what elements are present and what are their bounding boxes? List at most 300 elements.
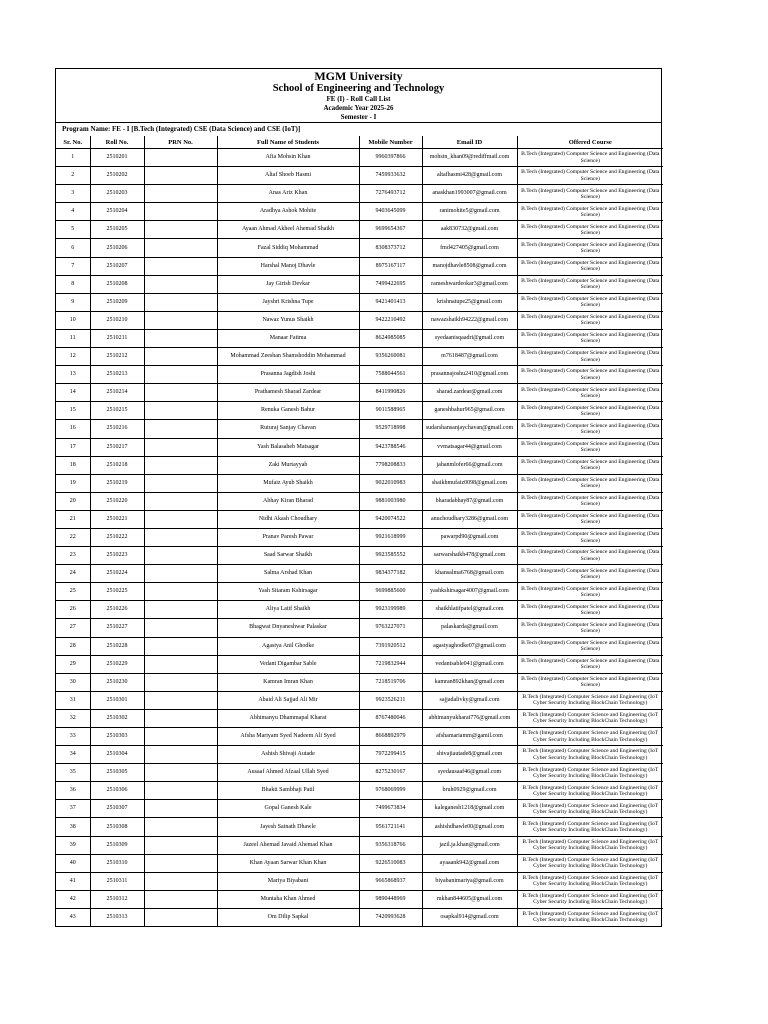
roll-no-cell: 2510312 <box>90 890 144 908</box>
email-cell: anaskhan1993007@gmail.com <box>422 185 517 203</box>
sr-no-cell: 30 <box>56 673 90 691</box>
prn-no-cell <box>144 800 217 818</box>
roll-no-cell: 2510201 <box>90 149 144 167</box>
prn-no-cell <box>144 601 217 619</box>
student-name-cell: Bhakti Sambhaji Patil <box>217 782 359 800</box>
table-row <box>56 329 663 347</box>
prn-no-cell <box>144 348 217 366</box>
offered-course-cell: B.Tech (Integrated) Computer Science and Engineering (Data Science) <box>517 149 663 167</box>
table-row <box>56 348 663 366</box>
mobile-number-cell: 7391920512 <box>359 637 422 655</box>
sr-no-cell: 6 <box>56 239 90 257</box>
table-header-row <box>56 136 663 149</box>
roll-no-cell: 2510207 <box>90 257 144 275</box>
table-body <box>56 149 663 927</box>
email-cell: rameshwardeokar3@gmail.com <box>422 275 517 293</box>
mobile-number-cell: 9890448969 <box>359 890 422 908</box>
email-cell: nawazshaikh94222@gmail.com <box>422 311 517 329</box>
student-name-cell: Ayaan Ahmad Akheel Ahemad Shaikh <box>217 221 359 239</box>
table-row <box>56 565 663 583</box>
table-row <box>56 311 663 329</box>
roll-no-cell: 2510306 <box>90 782 144 800</box>
table-row <box>56 637 663 655</box>
email-cell: pawarpd90@gmail.com <box>422 528 517 546</box>
prn-no-cell <box>144 275 217 293</box>
mobile-number-cell: 8308373712 <box>359 239 422 257</box>
mobile-number-cell: 9356318766 <box>359 836 422 854</box>
sr-no-cell: 8 <box>56 275 90 293</box>
student-name-cell: Bhagwat Dnyaneshwar Palaskar <box>217 619 359 637</box>
email-cell: manojdhavle8508@gmail.com <box>422 257 517 275</box>
email-cell: bharadabhay87@gmail.com <box>422 492 517 510</box>
sr-no-cell: 3 <box>56 185 90 203</box>
mobile-number-cell: 9422210492 <box>359 311 422 329</box>
student-name-cell: Zaki Murtayyab <box>217 456 359 474</box>
offered-course-cell: B.Tech (Integrated) Computer Science and Engineering (IoT Cyber Security Including BlockChain Technology) <box>517 836 663 854</box>
email-cell: ganeshbahur965@gmail.com <box>422 402 517 420</box>
email-cell: mohsin_khan09@rediffmail.com <box>422 149 517 167</box>
email-cell: ayaaank942@gmail.com <box>422 854 517 872</box>
sr-no-cell: 43 <box>56 908 90 926</box>
roll-no-cell: 2510224 <box>90 565 144 583</box>
prn-no-cell <box>144 637 217 655</box>
list-title: FE (I) - Roll Call List <box>326 95 391 103</box>
mobile-number-cell: 7459933632 <box>359 167 422 185</box>
roll-no-cell: 2510228 <box>90 637 144 655</box>
roll-no-cell: 2510218 <box>90 456 144 474</box>
mobile-number-cell: 7588044561 <box>359 366 422 384</box>
sr-no-cell: 28 <box>56 637 90 655</box>
student-name-cell: Abhay Kiran Bharad <box>217 492 359 510</box>
offered-course-cell: B.Tech (Integrated) Computer Science and Engineering (Data Science) <box>517 167 663 185</box>
offered-course-cell: B.Tech (Integrated) Computer Science and Engineering (Data Science) <box>517 366 663 384</box>
roll-no-cell: 2510222 <box>90 528 144 546</box>
email-cell: biyabanimariya@gmail.com <box>422 872 517 890</box>
student-name-cell: Om Dilip Sapkal <box>217 908 359 926</box>
mobile-number-cell: 9923585552 <box>359 547 422 565</box>
table-row <box>56 149 663 167</box>
mobile-number-cell: 7219832944 <box>359 655 422 673</box>
sr-no-cell: 1 <box>56 149 90 167</box>
student-name-cell: Nidhi Akash Choudhary <box>217 510 359 528</box>
prn-no-cell <box>144 149 217 167</box>
offered-course-cell: B.Tech (Integrated) Computer Science and Engineering (IoT Cyber Security Including BlockChain Technology) <box>517 800 663 818</box>
table-row <box>56 673 663 691</box>
student-name-cell: Gopal Ganesh Kale <box>217 800 359 818</box>
table-row <box>56 438 663 456</box>
email-cell: sajjadalivky@gmail.com <box>422 691 517 709</box>
roll-no-cell: 2510302 <box>90 709 144 727</box>
mobile-number-cell: 8767480046 <box>359 709 422 727</box>
offered-course-cell: B.Tech (Integrated) Computer Science and Engineering (Data Science) <box>517 402 663 420</box>
email-cell: jahanmlofer66@gmail.com <box>422 456 517 474</box>
student-name-cell: Salma Arshad Khan <box>217 565 359 583</box>
column-header-offered-course: Offered Course <box>517 136 663 149</box>
mobile-number-cell: 9529718998 <box>359 420 422 438</box>
mobile-number-cell: 9834377182 <box>359 565 422 583</box>
table-row <box>56 854 663 872</box>
email-cell: anuchoudhary3286@gmail.com <box>422 510 517 528</box>
sr-no-cell: 12 <box>56 348 90 366</box>
column-header-roll-no: Roll No. <box>90 136 144 149</box>
mobile-number-cell: 8275230167 <box>359 764 422 782</box>
student-name-cell: Mariya Biyabani <box>217 872 359 890</box>
table-row <box>56 239 663 257</box>
roll-no-cell: 2510219 <box>90 474 144 492</box>
offered-course-cell: B.Tech (Integrated) Computer Science and Engineering (IoT Cyber Security Including BlockChain Technology) <box>517 709 663 727</box>
prn-no-cell <box>144 746 217 764</box>
prn-no-cell <box>144 836 217 854</box>
table-row <box>56 782 663 800</box>
offered-course-cell: B.Tech (Integrated) Computer Science and Engineering (Data Science) <box>517 348 663 366</box>
roll-no-cell: 2510205 <box>90 221 144 239</box>
student-name-cell: Altaf Shoeb Hasmi <box>217 167 359 185</box>
roll-no-cell: 2510209 <box>90 293 144 311</box>
roll-no-cell: 2510229 <box>90 655 144 673</box>
sr-no-cell: 21 <box>56 510 90 528</box>
prn-no-cell <box>144 366 217 384</box>
prn-no-cell <box>144 257 217 275</box>
offered-course-cell: B.Tech (Integrated) Computer Science and Engineering (Data Science) <box>517 510 663 528</box>
mobile-number-cell: 7420993628 <box>359 908 422 926</box>
email-cell: fmd427405@gmail.com <box>422 239 517 257</box>
mobile-number-cell: 9699885600 <box>359 583 422 601</box>
table-row <box>56 872 663 890</box>
prn-no-cell <box>144 691 217 709</box>
table-row <box>56 257 663 275</box>
mobile-number-cell: 7499422695 <box>359 275 422 293</box>
sr-no-cell: 29 <box>56 655 90 673</box>
prn-no-cell <box>144 456 217 474</box>
sr-no-cell: 34 <box>56 746 90 764</box>
prn-no-cell <box>144 619 217 637</box>
offered-course-cell: B.Tech (Integrated) Computer Science and Engineering (Data Science) <box>517 329 663 347</box>
roll-no-cell: 2510226 <box>90 601 144 619</box>
sr-no-cell: 17 <box>56 438 90 456</box>
semester: Semester - I <box>340 113 377 121</box>
student-name-cell: Harshal Manoj Dhavle <box>217 257 359 275</box>
sr-no-cell: 35 <box>56 764 90 782</box>
email-cell: altafhasmi428@gmail.com <box>422 167 517 185</box>
sr-no-cell: 25 <box>56 583 90 601</box>
roll-no-cell: 2510214 <box>90 384 144 402</box>
student-name-cell: Ruturaj Sanjay Chavan <box>217 420 359 438</box>
student-name-cell: Renuka Ganesh Bahur <box>217 402 359 420</box>
mobile-number-cell: 9403645099 <box>359 203 422 221</box>
student-name-cell: Manaar Fatima <box>217 329 359 347</box>
table-row <box>56 728 663 746</box>
student-name-cell: Afia Mohsin Khan <box>217 149 359 167</box>
sr-no-cell: 33 <box>56 728 90 746</box>
offered-course-cell: B.Tech (Integrated) Computer Science and Engineering (IoT Cyber Security Including BlockChain Technology) <box>517 890 663 908</box>
mobile-number-cell: 9022010983 <box>359 474 422 492</box>
table-row <box>56 818 663 836</box>
prn-no-cell <box>144 239 217 257</box>
student-name-cell: Aliya Latif Shaikh <box>217 601 359 619</box>
prn-no-cell <box>144 709 217 727</box>
offered-course-cell: B.Tech (Integrated) Computer Science and Engineering (IoT Cyber Security Including BlockChain Technology) <box>517 728 663 746</box>
mobile-number-cell: 9356260081 <box>359 348 422 366</box>
table-row <box>56 293 663 311</box>
roll-no-cell: 2510210 <box>90 311 144 329</box>
prn-no-cell <box>144 565 217 583</box>
student-name-cell: Vedant Digambar Sable <box>217 655 359 673</box>
offered-course-cell: B.Tech (Integrated) Computer Science and Engineering (Data Science) <box>517 438 663 456</box>
offered-course-cell: B.Tech (Integrated) Computer Science and Engineering (Data Science) <box>517 673 663 691</box>
student-name-cell: Saad Sarwar Shaikh <box>217 547 359 565</box>
email-cell: ranimohite5@gmail.com <box>422 203 517 221</box>
offered-course-cell: B.Tech (Integrated) Computer Science and Engineering (Data Science) <box>517 547 663 565</box>
prn-no-cell <box>144 221 217 239</box>
roll-no-cell: 2510217 <box>90 438 144 456</box>
sr-no-cell: 14 <box>56 384 90 402</box>
email-cell: khansalma6768@gmail.com <box>422 565 517 583</box>
offered-course-cell: B.Tech (Integrated) Computer Science and Engineering (IoT Cyber Security Including BlockChain Technology) <box>517 691 663 709</box>
sr-no-cell: 31 <box>56 691 90 709</box>
prn-no-cell <box>144 818 217 836</box>
prn-no-cell <box>144 293 217 311</box>
offered-course-cell: B.Tech (Integrated) Computer Science and Engineering (IoT Cyber Security Including BlockChain Technology) <box>517 908 663 926</box>
offered-course-cell: B.Tech (Integrated) Computer Science and Engineering (Data Science) <box>517 655 663 673</box>
prn-no-cell <box>144 384 217 402</box>
email-cell: krishnatupe25@gmail.com <box>422 293 517 311</box>
offered-course-cell: B.Tech (Integrated) Computer Science and Engineering (Data Science) <box>517 257 663 275</box>
roll-no-cell: 2510313 <box>90 908 144 926</box>
table-row <box>56 528 663 546</box>
email-cell: mkhan844605@gmail.com <box>422 890 517 908</box>
table-row <box>56 221 663 239</box>
mobile-number-cell: 7972299415 <box>359 746 422 764</box>
offered-course-cell: B.Tech (Integrated) Computer Science and Engineering (IoT Cyber Security Including BlockChain Technology) <box>517 746 663 764</box>
student-name-cell: Pranav Paresh Pawar <box>217 528 359 546</box>
table-row <box>56 402 663 420</box>
roll-no-cell: 2510230 <box>90 673 144 691</box>
roll-no-cell: 2510303 <box>90 728 144 746</box>
table-row <box>56 167 663 185</box>
roll-no-cell: 2510308 <box>90 818 144 836</box>
sr-no-cell: 40 <box>56 854 90 872</box>
table-row <box>56 655 663 673</box>
roll-no-cell: 2510202 <box>90 167 144 185</box>
roll-no-cell: 2510212 <box>90 348 144 366</box>
table-row <box>56 366 663 384</box>
sr-no-cell: 23 <box>56 547 90 565</box>
prn-no-cell <box>144 474 217 492</box>
roll-no-cell: 2510208 <box>90 275 144 293</box>
mobile-number-cell: 9923199989 <box>359 601 422 619</box>
mobile-number-cell: 8411990826 <box>359 384 422 402</box>
mobile-number-cell: 9699654367 <box>359 221 422 239</box>
mobile-number-cell: 9921618999 <box>359 528 422 546</box>
student-name-cell: Ashish Shivaji Autade <box>217 746 359 764</box>
email-cell: sudarshansanjaychavan@gmail.com <box>422 420 517 438</box>
table-row <box>56 420 663 438</box>
sr-no-cell: 41 <box>56 872 90 890</box>
sr-no-cell: 24 <box>56 565 90 583</box>
student-name-cell: Yash Sitaram Kshirsagar <box>217 583 359 601</box>
prn-no-cell <box>144 420 217 438</box>
roll-no-cell: 2510310 <box>90 854 144 872</box>
university-name: MGM University <box>314 69 403 83</box>
offered-course-cell: B.Tech (Integrated) Computer Science and Engineering (IoT Cyber Security Including BlockChain Technology) <box>517 782 663 800</box>
offered-course-cell: B.Tech (Integrated) Computer Science and Engineering (Data Science) <box>517 601 663 619</box>
table-row <box>56 492 663 510</box>
prn-no-cell <box>144 673 217 691</box>
mobile-number-cell: 9960397866 <box>359 149 422 167</box>
sr-no-cell: 11 <box>56 329 90 347</box>
column-header-prn-no: PRN No. <box>144 136 217 149</box>
prn-no-cell <box>144 203 217 221</box>
mobile-number-cell: 9226510083 <box>359 854 422 872</box>
email-cell: shaikhlatifpatel@gmail.com <box>422 601 517 619</box>
table-row <box>56 746 663 764</box>
email-cell: syedaanisqaadri@gmail.com <box>422 329 517 347</box>
sr-no-cell: 19 <box>56 474 90 492</box>
offered-course-cell: B.Tech (Integrated) Computer Science and Engineering (Data Science) <box>517 456 663 474</box>
sr-no-cell: 18 <box>56 456 90 474</box>
sr-no-cell: 10 <box>56 311 90 329</box>
email-cell: ashishdhawle00@gmail.com <box>422 818 517 836</box>
table-row <box>56 275 663 293</box>
sr-no-cell: 39 <box>56 836 90 854</box>
roll-no-cell: 2510221 <box>90 510 144 528</box>
offered-course-cell: B.Tech (Integrated) Computer Science and Engineering (Data Science) <box>517 474 663 492</box>
mobile-number-cell: 9881003980 <box>359 492 422 510</box>
email-cell: aak830732@gmail.com <box>422 221 517 239</box>
student-name-cell: Aradhya Ashok Mohite <box>217 203 359 221</box>
email-cell: osapkal914@gmail.com <box>422 908 517 926</box>
email-cell: palaskarda@gmail.com <box>422 619 517 637</box>
sr-no-cell: 4 <box>56 203 90 221</box>
mobile-number-cell: 8668892979 <box>359 728 422 746</box>
mobile-number-cell: 9923526211 <box>359 691 422 709</box>
roll-no-cell: 2510307 <box>90 800 144 818</box>
mobile-number-cell: 9665868937 <box>359 872 422 890</box>
table-row <box>56 456 663 474</box>
offered-course-cell: B.Tech (Integrated) Computer Science and Engineering (Data Science) <box>517 565 663 583</box>
school-name: School of Engineering and Technology <box>272 83 445 94</box>
student-name-cell: Anas Ariz Khan <box>217 185 359 203</box>
table-row <box>56 836 663 854</box>
student-name-cell: Ausaaf Ahmed Afzaal Ullah Syed <box>217 764 359 782</box>
offered-course-cell: B.Tech (Integrated) Computer Science and Engineering (IoT Cyber Security Including BlockChain Technology) <box>517 818 663 836</box>
offered-course-cell: B.Tech (Integrated) Computer Science and Engineering (Data Science) <box>517 637 663 655</box>
table-row <box>56 474 663 492</box>
student-name-cell: Mohammad Zeeshan Shamshoddin Mohammad <box>217 348 359 366</box>
roll-no-cell: 2510211 <box>90 329 144 347</box>
email-cell: m7618487@gmail.com <box>422 348 517 366</box>
roll-no-cell: 2510225 <box>90 583 144 601</box>
email-cell: bruh0929@gmail.com <box>422 782 517 800</box>
roll-no-cell: 2510204 <box>90 203 144 221</box>
offered-course-cell: B.Tech (Integrated) Computer Science and Engineering (Data Science) <box>517 293 663 311</box>
sr-no-cell: 20 <box>56 492 90 510</box>
prn-no-cell <box>144 492 217 510</box>
student-name-cell: Nawaz Yunus Shaikh <box>217 311 359 329</box>
student-name-cell: Jazeel Ahemad Javaid Ahemad Khan <box>217 836 359 854</box>
student-name-cell: Prasanna Jagdish Joshi <box>217 366 359 384</box>
student-name-cell: Afsha Mariyam Syed Nadeem Ali Syed <box>217 728 359 746</box>
sr-no-cell: 9 <box>56 293 90 311</box>
mobile-number-cell: 9423788546 <box>359 438 422 456</box>
prn-no-cell <box>144 185 217 203</box>
sr-no-cell: 16 <box>56 420 90 438</box>
prn-no-cell <box>144 438 217 456</box>
offered-course-cell: B.Tech (Integrated) Computer Science and Engineering (Data Science) <box>517 275 663 293</box>
email-cell: vedantsable041@gmail.com <box>422 655 517 673</box>
student-name-cell: Muntaha Khan Ahmed <box>217 890 359 908</box>
student-name-cell: Abaid Ali Sajjad Ali Mir <box>217 691 359 709</box>
student-name-cell: Prathamesh Sharad Zardear <box>217 384 359 402</box>
offered-course-cell: B.Tech (Integrated) Computer Science and Engineering (IoT Cyber Security Including BlockChain Technology) <box>517 854 663 872</box>
sr-no-cell: 42 <box>56 890 90 908</box>
email-cell: jazil.ja.khan@gmail.com <box>422 836 517 854</box>
offered-course-cell: B.Tech (Integrated) Computer Science and Engineering (Data Science) <box>517 583 663 601</box>
email-cell: afshamariamm@gamil.com <box>422 728 517 746</box>
email-cell: shivajiautade8@gmail.com <box>422 746 517 764</box>
mobile-number-cell: 9763227071 <box>359 619 422 637</box>
column-header-mobile: Mobile Number <box>359 136 422 149</box>
prn-no-cell <box>144 764 217 782</box>
table-row <box>56 764 663 782</box>
roll-no-cell: 2510206 <box>90 239 144 257</box>
roll-no-cell: 2510223 <box>90 547 144 565</box>
roll-no-cell: 2510304 <box>90 746 144 764</box>
prn-no-cell <box>144 528 217 546</box>
column-header-sr-no: Sr. No. <box>56 136 90 149</box>
roll-no-cell: 2510203 <box>90 185 144 203</box>
sr-no-cell: 22 <box>56 528 90 546</box>
mobile-number-cell: 9420074522 <box>359 510 422 528</box>
prn-no-cell <box>144 890 217 908</box>
roll-call-sheet <box>55 68 662 927</box>
column-header-email: Email ID <box>422 136 517 149</box>
offered-course-cell: B.Tech (Integrated) Computer Science and Engineering (Data Science) <box>517 203 663 221</box>
table-row <box>56 908 663 926</box>
table-row <box>56 709 663 727</box>
mobile-number-cell: 9421401413 <box>359 293 422 311</box>
academic-year: Academic Year 2025-26 <box>323 104 394 112</box>
offered-course-cell: B.Tech (Integrated) Computer Science and Engineering (IoT Cyber Security Including BlockChain Technology) <box>517 872 663 890</box>
offered-course-cell: B.Tech (Integrated) Computer Science and Engineering (Data Science) <box>517 420 663 438</box>
prn-no-cell <box>144 510 217 528</box>
email-cell: shaikhmufaiz0098@gmail.com <box>422 474 517 492</box>
email-cell: kamran892khan@gmail.com <box>422 673 517 691</box>
mobile-number-cell: 9561721141 <box>359 818 422 836</box>
prn-no-cell <box>144 583 217 601</box>
prn-no-cell <box>144 908 217 926</box>
prn-no-cell <box>144 311 217 329</box>
student-name-cell: Jay Girish Devkar <box>217 275 359 293</box>
prn-no-cell <box>144 167 217 185</box>
student-name-cell: Mufaiz Ayub Shaikh <box>217 474 359 492</box>
mobile-number-cell: 7218519706 <box>359 673 422 691</box>
student-name-cell: Jayshri Krishna Tupe <box>217 293 359 311</box>
mobile-number-cell: 7499673834 <box>359 800 422 818</box>
student-name-cell: Jayesh Sainath Dhawle <box>217 818 359 836</box>
prn-no-cell <box>144 728 217 746</box>
table-row <box>56 185 663 203</box>
table-row <box>56 547 663 565</box>
email-cell: yashkshirsagar4007@gmail.com <box>422 583 517 601</box>
offered-course-cell: B.Tech (Integrated) Computer Science and Engineering (Data Science) <box>517 239 663 257</box>
mobile-number-cell: 8624985085 <box>359 329 422 347</box>
sr-no-cell: 36 <box>56 782 90 800</box>
email-cell: abhimanyukharat776@gmail.com <box>422 709 517 727</box>
mobile-number-cell: 7798208833 <box>359 456 422 474</box>
mobile-number-cell: 8975167117 <box>359 257 422 275</box>
table-row <box>56 384 663 402</box>
